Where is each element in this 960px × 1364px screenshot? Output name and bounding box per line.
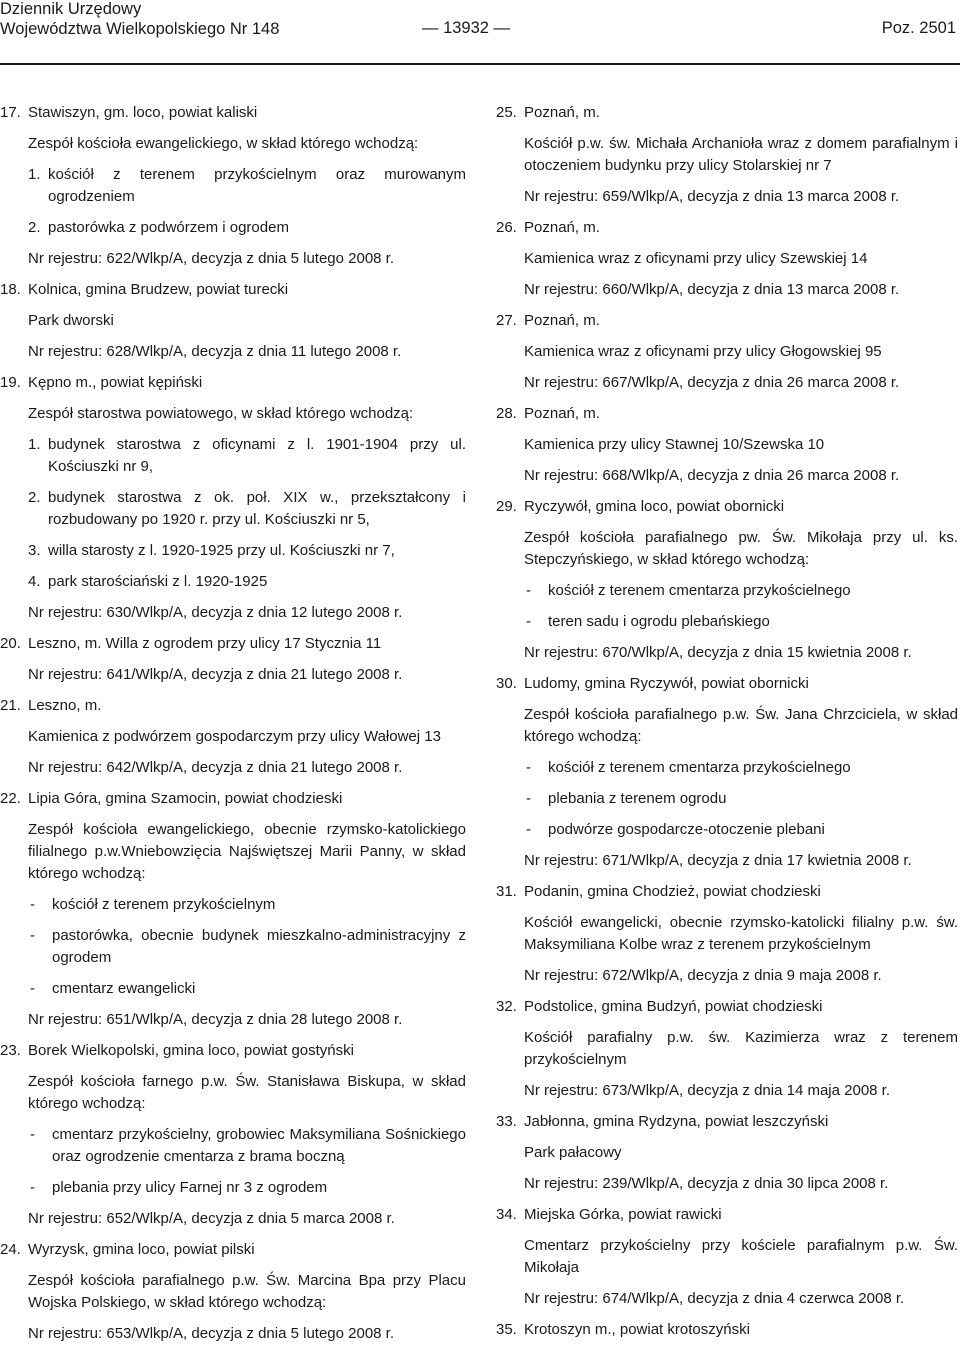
entry-number: 35. (496, 1321, 517, 1338)
entry-heading (0, 1040, 466, 1062)
register-entry (0, 633, 466, 686)
entry-number: 29. (496, 498, 517, 515)
entry-heading (496, 1204, 958, 1226)
entry-heading (496, 496, 958, 518)
item-number: 2. (28, 489, 41, 506)
register-entry (496, 996, 958, 1102)
entry-number: 26. (496, 219, 517, 236)
registry-number: Nr rejestru: 671/Wlkp/A, decyzja z dnia 17 kwietnia 2008 r. (524, 852, 912, 869)
item-text: pastorówka, obecnie budynek mieszkalno-administracyjny z ogrodem (52, 927, 466, 966)
entry-number: 27. (496, 312, 517, 329)
registry-number: Nr rejestru: 660/Wlkp/A, decyzja z dnia 13 marca 2008 r. (524, 281, 900, 298)
numbered-item (0, 217, 466, 239)
dash-item (0, 1124, 466, 1168)
numbered-item (0, 540, 466, 562)
register-entry (496, 102, 958, 208)
right-column (496, 102, 958, 1350)
dash-marker: - (526, 821, 531, 838)
entry-location: Ludomy, gmina Ryczywół, powiat obornicki (524, 675, 809, 692)
registry-number: Nr rejestru: 651/Wlkp/A, decyzja z dnia 28 lutego 2008 r. (28, 1011, 403, 1028)
item-text: teren sadu i ogrodu plebańskiego (548, 613, 770, 630)
journal-title (0, 0, 279, 39)
entry-number: 17. (0, 104, 21, 121)
register-entry (0, 695, 466, 779)
entry-description: Zespół starostwa powiatowego, w skład którego wchodzą: (28, 405, 414, 422)
dash-marker: - (30, 1126, 35, 1143)
entry-location: Leszno, m. Willa z ogrodem przy ulicy 17 Stycznia 11 (28, 635, 382, 652)
register-entry (0, 1239, 466, 1345)
dash-marker: - (30, 896, 35, 913)
entry-description: Zespół kościoła ewangelickiego, w skład którego wchodzą: (28, 135, 419, 152)
entry-heading (0, 633, 466, 655)
item-text: plebania przy ulicy Farnej nr 3 z ogrodem (52, 1179, 328, 1196)
entry-heading (496, 310, 958, 332)
position-number: Poz. 2501 (881, 19, 956, 37)
journal-title-line2: Województwa Wielkopolskiego Nr 148 (0, 20, 280, 38)
entry-heading (0, 279, 466, 301)
page-number: — 13932 — (422, 19, 511, 37)
register-entry (0, 279, 466, 363)
entry-heading (496, 996, 958, 1018)
entry-number: 30. (496, 675, 517, 692)
entry-description: Zespół kościoła farnego p.w. Św. Stanisława Biskupa, w skład którego wchodzą: (28, 1073, 466, 1112)
entry-heading (496, 217, 958, 239)
dash-marker: - (526, 613, 531, 630)
dash-item (496, 611, 958, 633)
entry-number: 32. (496, 998, 517, 1015)
entry-number: 19. (0, 374, 21, 391)
entry-location: Ryczywół, gmina loco, powiat obornicki (524, 498, 785, 515)
register-entry (496, 881, 958, 987)
register-entry (0, 102, 466, 270)
entry-location: Poznań, m. (524, 405, 600, 422)
entry-location: Podstolice, gmina Budzyń, powiat chodzieski (524, 998, 823, 1015)
entry-number: 20. (0, 635, 21, 652)
entry-location: Wyrzysk, gmina loco, powiat pilski (28, 1241, 255, 1258)
entry-heading (496, 673, 958, 695)
entry-heading (496, 881, 958, 903)
item-text: budynek starostwa z oficynami z l. 1901-1904 przy ul. Kościuszki nr 9, (48, 436, 466, 475)
registry-number: Nr rejestru: 641/Wlkp/A, decyzja z dnia 21 lutego 2008 r. (28, 666, 403, 683)
item-number: 1. (28, 436, 41, 453)
entry-location: Krotoszyn m., powiat krotoszyński (524, 1321, 750, 1338)
register-entry (496, 1111, 958, 1195)
registry-number: Nr rejestru: 642/Wlkp/A, decyzja z dnia 21 lutego 2008 r. (28, 759, 403, 776)
item-number: 4. (28, 573, 41, 590)
registry-number: Nr rejestru: 653/Wlkp/A, decyzja z dnia 5 lutego 2008 r. (28, 1325, 395, 1342)
entry-number: 34. (496, 1206, 517, 1223)
entry-description: Park pałacowy (524, 1144, 622, 1161)
entry-description: Kościół p.w. św. Michała Archanioła wraz z domem parafialnym i otoczeniem budynku przy ulicy Stolarskiej nr 7 (524, 135, 958, 174)
dash-item (0, 894, 466, 916)
entry-location: Leszno, m. (28, 697, 102, 714)
item-text: plebania z terenem ogrodu (548, 790, 727, 807)
register-entry (496, 1319, 958, 1341)
dash-item (0, 978, 466, 1000)
registry-number: Nr rejestru: 670/Wlkp/A, decyzja z dnia 15 kwietnia 2008 r. (524, 644, 912, 661)
dash-item (496, 580, 958, 602)
entry-location: Stawiszyn, gm. loco, powiat kaliski (28, 104, 258, 121)
numbered-item (0, 487, 466, 531)
entry-description: Zespół kościoła parafialnego p.w. Św. Marcina Bpa przy Placu Wojska Polskiego, w skład którego wchodzą: (28, 1272, 466, 1311)
entry-heading (496, 1319, 958, 1341)
register-entry (0, 788, 466, 1031)
entry-number: 18. (0, 281, 21, 298)
entry-heading (0, 1239, 466, 1261)
register-entry (496, 673, 958, 872)
dash-item (496, 788, 958, 810)
entry-description: Kościół ewangelicki, obecnie rzymsko-katolicki filialny p.w. św. Maksymiliana Kolbe wraz z terenem przykościelnym (524, 914, 958, 953)
entry-heading (0, 788, 466, 810)
register-entry (496, 403, 958, 487)
item-number: 3. (28, 542, 41, 559)
registry-number: Nr rejestru: 668/Wlkp/A, decyzja z dnia 26 marca 2008 r. (524, 467, 900, 484)
entry-location: Borek Wielkopolski, gmina loco, powiat gostyński (28, 1042, 354, 1059)
entry-heading (0, 695, 466, 717)
entry-heading (496, 102, 958, 124)
entry-location: Poznań, m. (524, 219, 600, 236)
dash-marker: - (526, 582, 531, 599)
item-text: pastorówka z podwórzem i ogrodem (48, 219, 289, 236)
entry-location: Miejska Górka, powiat rawicki (524, 1206, 722, 1223)
left-column (0, 102, 466, 1354)
entry-heading (0, 372, 466, 394)
entry-location: Poznań, m. (524, 104, 600, 121)
registry-number: Nr rejestru: 630/Wlkp/A, decyzja z dnia 12 lutego 2008 r. (28, 604, 403, 621)
entry-description: Kamienica z podwórzem gospodarczym przy ulicy Wałowej 13 (28, 728, 441, 745)
registry-number: Nr rejestru: 674/Wlkp/A, decyzja z dnia 4 czerwca 2008 r. (524, 1290, 905, 1307)
dash-marker: - (526, 790, 531, 807)
entry-heading (496, 1111, 958, 1133)
dash-marker: - (30, 927, 35, 944)
item-text: park starościański z l. 1920-1925 (48, 573, 268, 590)
registry-number: Nr rejestru: 673/Wlkp/A, decyzja z dnia 14 maja 2008 r. (524, 1082, 891, 1099)
journal-title-line1: Dziennik Urzędowy (0, 0, 142, 18)
numbered-item (0, 434, 466, 478)
entry-location: Lipia Góra, gmina Szamocin, powiat chodzieski (28, 790, 343, 807)
item-text: cmentarz ewangelicki (52, 980, 196, 997)
entry-number: 24. (0, 1241, 21, 1258)
entry-description: Kamienica przy ulicy Stawnej 10/Szewska 10 (524, 436, 825, 453)
registry-number: Nr rejestru: 622/Wlkp/A, decyzja z dnia 5 lutego 2008 r. (28, 250, 395, 267)
entry-location: Jabłonna, gmina Rydzyna, powiat leszczyński (524, 1113, 829, 1130)
registry-number: Nr rejestru: 628/Wlkp/A, decyzja z dnia 11 lutego 2008 r. (28, 343, 402, 360)
item-number: 2. (28, 219, 41, 236)
item-text: kościół z terenem cmentarza przykościelnego (548, 759, 851, 776)
entry-heading (496, 403, 958, 425)
entry-description: Kamienica wraz z oficynami przy ulicy Szewskiej 14 (524, 250, 868, 267)
dash-marker: - (30, 980, 35, 997)
item-text: kościół z terenem przykościelnym oraz murowanym ogrodzeniem (48, 166, 466, 205)
item-text: podwórze gospodarcze-otoczenie plebani (548, 821, 825, 838)
item-text: cmentarz przykościelny, grobowiec Maksymiliana Sośnickiego oraz ogrodzenie cmentarza z brama boczną (52, 1126, 466, 1165)
page-header (0, 0, 960, 40)
register-entry (496, 496, 958, 664)
item-text: kościół z terenem przykościelnym (52, 896, 276, 913)
entry-number: 22. (0, 790, 21, 807)
register-entry (0, 1040, 466, 1230)
registry-number: Nr rejestru: 659/Wlkp/A, decyzja z dnia 13 marca 2008 r. (524, 188, 900, 205)
dash-item (0, 1177, 466, 1199)
entry-description: Park dworski (28, 312, 114, 329)
register-entry (0, 372, 466, 624)
item-text: budynek starostwa z ok. poł. XIX w., przekształcony i rozbudowany po 1920 r. przy ul. Kościuszki nr 5, (48, 489, 466, 528)
entry-number: 31. (496, 883, 517, 900)
entry-number: 25. (496, 104, 517, 121)
dash-item (496, 819, 958, 841)
entry-number: 28. (496, 405, 517, 422)
dash-marker: - (30, 1179, 35, 1196)
register-entry (496, 1204, 958, 1310)
item-text: kościół z terenem cmentarza przykościelnego (548, 582, 851, 599)
register-entry (496, 310, 958, 394)
entry-location: Podanin, gmina Chodzież, powiat chodzieski (524, 883, 821, 900)
entry-location: Poznań, m. (524, 312, 600, 329)
numbered-item (0, 164, 466, 208)
dash-item (496, 757, 958, 779)
registry-number: Nr rejestru: 672/Wlkp/A, decyzja z dnia 9 maja 2008 r. (524, 967, 882, 984)
entry-number: 23. (0, 1042, 21, 1059)
registry-number: Nr rejestru: 652/Wlkp/A, decyzja z dnia 5 marca 2008 r. (28, 1210, 395, 1227)
entry-description: Zespół kościoła parafialnego p.w. Św. Jana Chrzciciela, w skład którego wchodzą: (524, 706, 958, 745)
entry-heading (0, 102, 466, 124)
entry-location: Kolnica, gmina Brudzew, powiat turecki (28, 281, 289, 298)
dash-marker: - (526, 759, 531, 776)
header-rule (0, 63, 960, 65)
entry-description: Zespół kościoła ewangelickiego, obecnie rzymsko-katolickiego filialnego p.w.Wniebowzięcia Najświętszej Marii Panny, w skład którego wchodzą: (28, 821, 466, 882)
register-entry (496, 217, 958, 301)
entry-description: Zespół kościoła parafialnego pw. Św. Mikołaja przy ul. ks. Stepczyńskiego, w skład którego wchodzą: (524, 529, 958, 568)
item-text: willa starosty z l. 1920-1925 przy ul. Kościuszki nr 7, (48, 542, 395, 559)
entry-description: Kościół parafialny p.w. św. Kazimierza wraz z terenem przykościelnym (524, 1029, 958, 1068)
entry-number: 21. (0, 697, 21, 714)
entry-description: Cmentarz przykościelny przy kościele parafialnym p.w. Św. Mikołaja (524, 1237, 958, 1276)
dash-item (0, 925, 466, 969)
item-number: 1. (28, 166, 41, 183)
numbered-item (0, 571, 466, 593)
entry-number: 33. (496, 1113, 517, 1130)
entry-location: Kępno m., powiat kępiński (28, 374, 203, 391)
entry-description: Kamienica wraz z oficynami przy ulicy Głogowskiej 95 (524, 343, 882, 360)
registry-number: Nr rejestru: 667/Wlkp/A, decyzja z dnia 26 marca 2008 r. (524, 374, 900, 391)
registry-number: Nr rejestru: 239/Wlkp/A, decyzja z dnia 30 lipca 2008 r. (524, 1175, 889, 1192)
